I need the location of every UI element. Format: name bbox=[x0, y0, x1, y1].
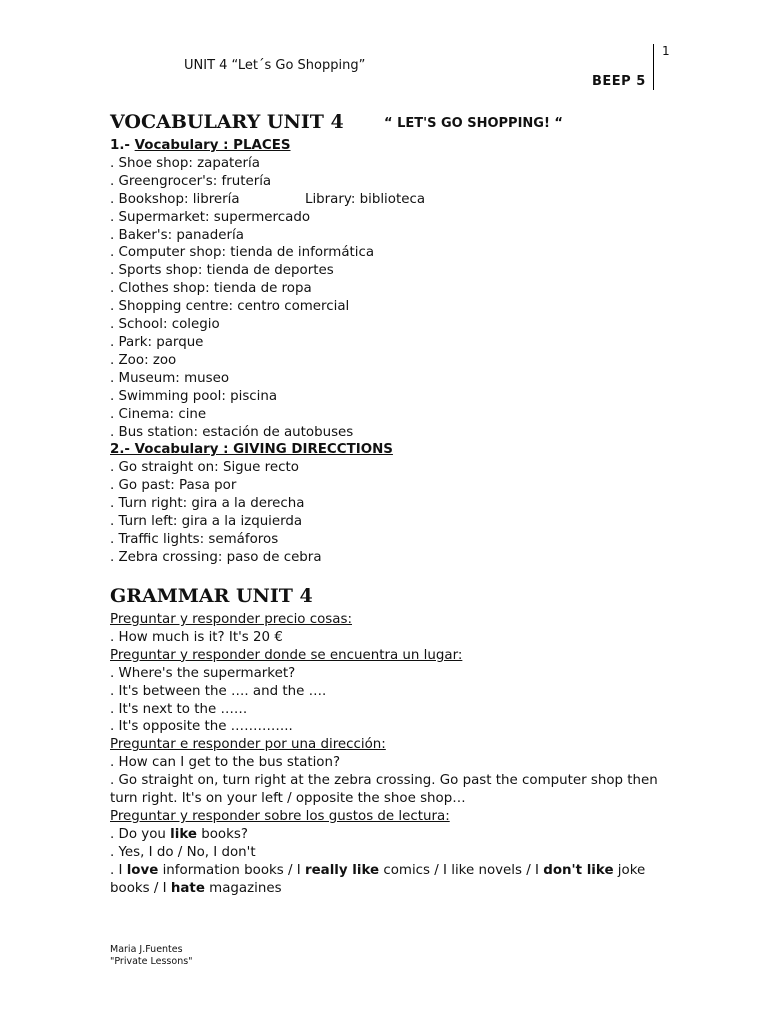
footer-tagline: "Private Lessons" bbox=[110, 956, 193, 967]
list-item: . Turn left: gira a la izquierda bbox=[110, 514, 303, 530]
list-item: . Zebra crossing: paso de cebra bbox=[110, 549, 322, 565]
level-label: BEEP 5 bbox=[592, 74, 646, 89]
vocabulary-title: VOCABULARY UNIT 4 bbox=[110, 111, 344, 133]
places-section-heading bbox=[110, 137, 425, 155]
list-item: . Clothes shop: tienda de ropa bbox=[110, 281, 312, 297]
list-item: . Baker's: panadería bbox=[110, 227, 244, 243]
list-item: . Go past: Pasa por bbox=[110, 478, 237, 494]
directions-section-heading: 2.- Vocabulary : GIVING DIRECCTIONS bbox=[110, 442, 393, 458]
unit-title-header: UNIT 4 “Let´s Go Shopping” bbox=[184, 58, 366, 73]
grammar-line: . How much is it? It's 20 € bbox=[110, 629, 283, 645]
list-item-extra: Library: biblioteca bbox=[305, 191, 426, 207]
list-item: . Traffic lights: semáforos bbox=[110, 531, 279, 547]
list-item: . Swimming pool: piscina bbox=[110, 388, 278, 404]
header-divider bbox=[653, 44, 654, 90]
list-item: . Computer shop: tienda de informática bbox=[110, 245, 375, 261]
tastes-heading: Preguntar y responder sobre los gustos de lectura: bbox=[110, 808, 450, 824]
places-vocabulary-list bbox=[110, 137, 425, 567]
list-item: . Park: parque bbox=[110, 334, 204, 350]
list-item: . Supermarket: supermercado bbox=[110, 209, 311, 225]
list-item: . Bookshop: librería Library: biblioteca bbox=[110, 191, 426, 207]
grammar-line: . How can I get to the bus station? bbox=[110, 755, 341, 771]
grammar-body bbox=[110, 611, 670, 898]
list-item: . Bus station: estación de autobuses bbox=[110, 424, 354, 440]
footer-author: Maria J.Fuentes bbox=[110, 944, 183, 955]
direction-heading: Preguntar e responder por una dirección: bbox=[110, 737, 386, 753]
grammar-line: . Go straight on, turn right at the zebra crossing. Go past the computer shop then turn right. It's on your left / opposite the shoe shop… bbox=[110, 773, 658, 807]
grammar-line: . Yes, I do / No, I don't bbox=[110, 844, 256, 860]
grammar-line: . It's opposite the ………….. bbox=[110, 719, 293, 735]
list-item: . Cinema: cine bbox=[110, 406, 207, 422]
grammar-line: . I love information books / I really like comics / I like novels / I don't like joke books / I hate magazines bbox=[110, 862, 646, 896]
price-heading: Preguntar y responder precio cosas: bbox=[110, 612, 352, 627]
section-label: Vocabulary : PLACES bbox=[134, 138, 291, 153]
footer bbox=[110, 944, 193, 968]
list-item: . School: colegio bbox=[110, 317, 220, 333]
list-item: . Turn right: gira a la derecha bbox=[110, 496, 305, 512]
list-item: . Shoe shop: zapatería bbox=[110, 155, 260, 171]
grammar-line: . It's next to the …… bbox=[110, 701, 248, 717]
vocabulary-subtitle: “ LET'S GO SHOPPING! “ bbox=[384, 116, 563, 131]
grammar-line: . Where's the supermarket? bbox=[110, 665, 296, 681]
grammar-title: GRAMMAR UNIT 4 bbox=[110, 585, 313, 607]
list-item: . Shopping centre: centro comercial bbox=[110, 299, 350, 315]
list-item: . Zoo: zoo bbox=[110, 352, 177, 368]
page-number: 1 bbox=[662, 44, 670, 58]
list-item: . Sports shop: tienda de deportes bbox=[110, 263, 334, 279]
list-item: . Greengrocer's: frutería bbox=[110, 173, 272, 189]
list-item: . Museum: museo bbox=[110, 370, 230, 386]
section-number: 1.- bbox=[110, 138, 135, 153]
grammar-line: . It's between the …. and the …. bbox=[110, 683, 327, 699]
place-heading: Preguntar y responder donde se encuentra un lugar: bbox=[110, 647, 463, 663]
list-item: . Go straight on: Sigue recto bbox=[110, 460, 299, 476]
grammar-line: . Do you like books? bbox=[110, 826, 248, 842]
